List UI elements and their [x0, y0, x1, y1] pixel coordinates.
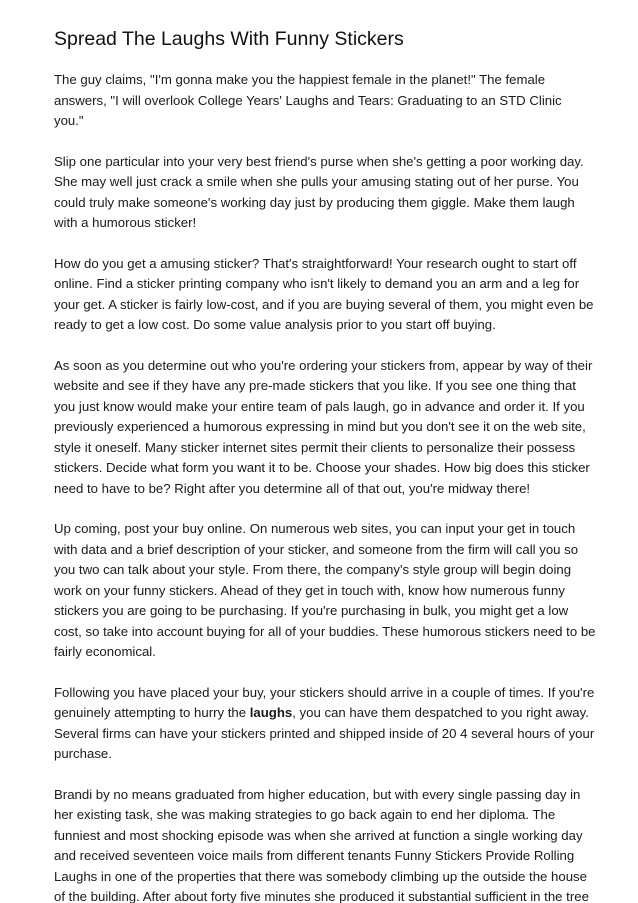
paragraph-4: [54, 356, 614, 500]
text-line: your get. A sticker is fairly low-cost, and if you are buying several of them, you might even be: [54, 296, 594, 312]
text-line: Laughs in one of the properties that there was somebody climbing up the outside the house: [54, 868, 587, 884]
text-line: Slip one particular into your very best friend's purse when she's getting a poor working day.: [54, 153, 584, 169]
text-run: genuinely attempting to hurry the: [54, 705, 250, 720]
document-title: Spread The Laughs With Funny Stickers: [54, 28, 404, 50]
paragraph-1: [54, 70, 614, 132]
text-line: website and see if they have any pre-made stickers that you like. If you see one thing that: [54, 378, 576, 393]
text-line: stickers. Decide what form you want it to be. Choose your shades. How big does this sticker: [54, 460, 590, 475]
bold-keyword-laughs: laughs: [249, 705, 293, 720]
text-run: , you can have them despatched to you right away.: [292, 705, 589, 720]
text-line: cost, so take into account buying for all of your buddies. These humorous stickers need to be: [54, 623, 596, 639]
text-line: need to have to be? Right after you determine all of that out, you're midway there!: [54, 480, 531, 496]
text-line: you.": [54, 113, 84, 128]
text-line: Up coming, post your buy online. On numerous web sites, you can input your get in touch: [54, 521, 576, 536]
paragraph-7: [54, 785, 614, 903]
text-line: fairly economical.: [54, 644, 156, 659]
document-body: [54, 70, 614, 903]
text-line: and received seventeen voice mails from different tenants Funny Stickers Provide Rolling: [54, 848, 575, 863]
text-line: Following you have placed your buy, your stickers should arrive in a couple of times. If you're: [54, 684, 595, 700]
text-line: She may well just crack a smile when she pulls your amusing stating out of her purse. You: [54, 174, 579, 189]
text-line: work on your funny stickers. Ahead of they get in touch with, know how numerous funny: [54, 582, 565, 598]
paragraph-2: [54, 152, 614, 234]
paragraph-3: [54, 254, 614, 336]
text-line: with data and a brief description of your sticker, and someone from the firm will call you so: [54, 541, 579, 557]
text-line: her existing task, she was making strategies to go back again to end her diploma. The: [54, 807, 556, 822]
text-line: previously experienced a humorous expressing in mind but you don't see it on the web site,: [54, 419, 586, 434]
paragraph-5: [54, 519, 614, 663]
text-line: As soon as you determine out who you're ordering your stickers from, appear by way of their: [54, 357, 593, 373]
text-line: ready to get a low cost. Do some value analysis prior to you start off buying.: [54, 317, 496, 332]
text-line: Several firms can have your stickers printed and shipped inside of 20 4 several hours of your: [54, 725, 595, 741]
text-line: [54, 703, 614, 724]
text-line: style it oneself. Many sticker internet sites permit their clients to personalize their possess: [54, 439, 576, 455]
text-line: you just know would make your entire team of pals laugh, go in advance and order it. If you: [54, 398, 585, 414]
text-line: of the building. After about forty five minutes she produced it substantial sufficient in the tree: [54, 889, 589, 903]
text-line: answers, "I will overlook College Years' Laughs and Tears: Graduating to an STD Clinic: [54, 92, 562, 108]
paragraph-6: [54, 683, 614, 765]
text-line: The guy claims, "I'm gonna make you the happiest female in the planet!" The female: [54, 72, 546, 87]
text-line: stickers you are going to be purchasing. If you're purchasing in bulk, you might get a low: [54, 603, 569, 618]
text-line: Brandi by no means graduated from higher education, but with every single passing day in: [54, 786, 581, 802]
text-line: online. Find a sticker printing company who isn't likely to demand you an arm and a leg for: [54, 276, 580, 291]
text-line: could truly make someone's working day just by producing them giggle. Make them laugh: [54, 194, 575, 210]
text-line: you two can talk about your style. From there, the company's style group will begin doing: [54, 562, 572, 577]
text-line: funniest and most shocking episode was when she arrived at function a single working day: [54, 827, 583, 843]
text-line: How do you get a amusing sticker? That's straightforward! Your research ought to start off: [54, 255, 577, 271]
text-line: purchase.: [54, 746, 112, 761]
text-line: with a humorous sticker!: [54, 215, 197, 230]
